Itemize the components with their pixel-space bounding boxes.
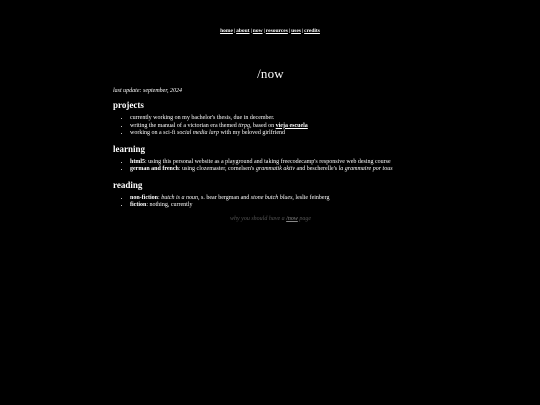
nav-separator: | [301,28,304,34]
nonfiction-author: , leslie feinberg [292,194,330,201]
book-title-1: butch is a noun [161,194,199,201]
language-text-mid: and bescherelle's [295,166,339,172]
nav-now[interactable]: now [252,28,263,34]
html-label: html5 [130,158,145,165]
nav-separator: | [250,28,252,34]
scifi-text: working on a sci-fi [130,130,177,136]
footer-text: why you should have a [230,215,287,222]
last-update: last update: september, 2024 [113,88,182,94]
manual-text: writing the manual of a victorian era themed [130,122,239,129]
list-item [130,202,428,210]
vieja-escuela-link[interactable]: vieja escuela [275,122,308,129]
scifi-text-post: with my beloved girlfriend [219,130,285,136]
page-title: /now [257,66,284,81]
reading-heading: reading [113,179,143,190]
fiction-label: fiction [130,202,147,208]
learning-heading: learning [113,143,146,154]
nav-about[interactable]: about [236,28,250,34]
reading-list [113,195,428,210]
now-page-link[interactable]: /now [286,215,298,222]
nav-uses[interactable]: uses [291,28,301,34]
nav-resources[interactable]: resources [265,28,288,34]
top-nav [0,28,540,34]
nonfiction-sep: : [158,194,162,201]
nav-credits[interactable]: credits [304,28,320,34]
list-item [130,130,428,138]
list-item [130,115,428,123]
footer [113,216,428,222]
nonfiction-text: , s. bear bergman and [198,194,251,201]
projects-heading: projects [113,100,144,110]
learning-list [113,159,428,174]
list-item [130,159,428,167]
grammatik-title: grammatik aktiv [255,166,296,172]
ttrpg-term: ttrpg [238,122,250,129]
main-content [113,66,428,222]
list-item [130,195,428,203]
nav-separator: | [233,28,236,34]
larp-term: social media larp [177,130,219,136]
list-item [130,166,428,174]
language-label: german and french [130,166,179,172]
footer-text-post: page [297,215,311,222]
list-item [130,123,428,131]
nav-separator: | [288,28,291,34]
fiction-text: : nothing, currently [146,202,193,208]
html-text: : using this personal website as a playground and taking freecodecamp's responsive web desing course [145,158,391,165]
nonfiction-label: non-fiction [130,194,159,201]
projects-list [113,115,428,138]
grammaire-title: la grammaire por tous [338,166,393,172]
nav-home[interactable]: home [220,28,233,34]
manual-text-mid: , based on [249,122,276,129]
book-title-2: stone butch blues [250,194,293,201]
nav-separator: | [263,28,265,34]
thesis-text: currently working on my bachelor's thesis, due in december. [130,115,275,121]
language-text: : using clozemaster, cornelsen's [178,166,256,172]
